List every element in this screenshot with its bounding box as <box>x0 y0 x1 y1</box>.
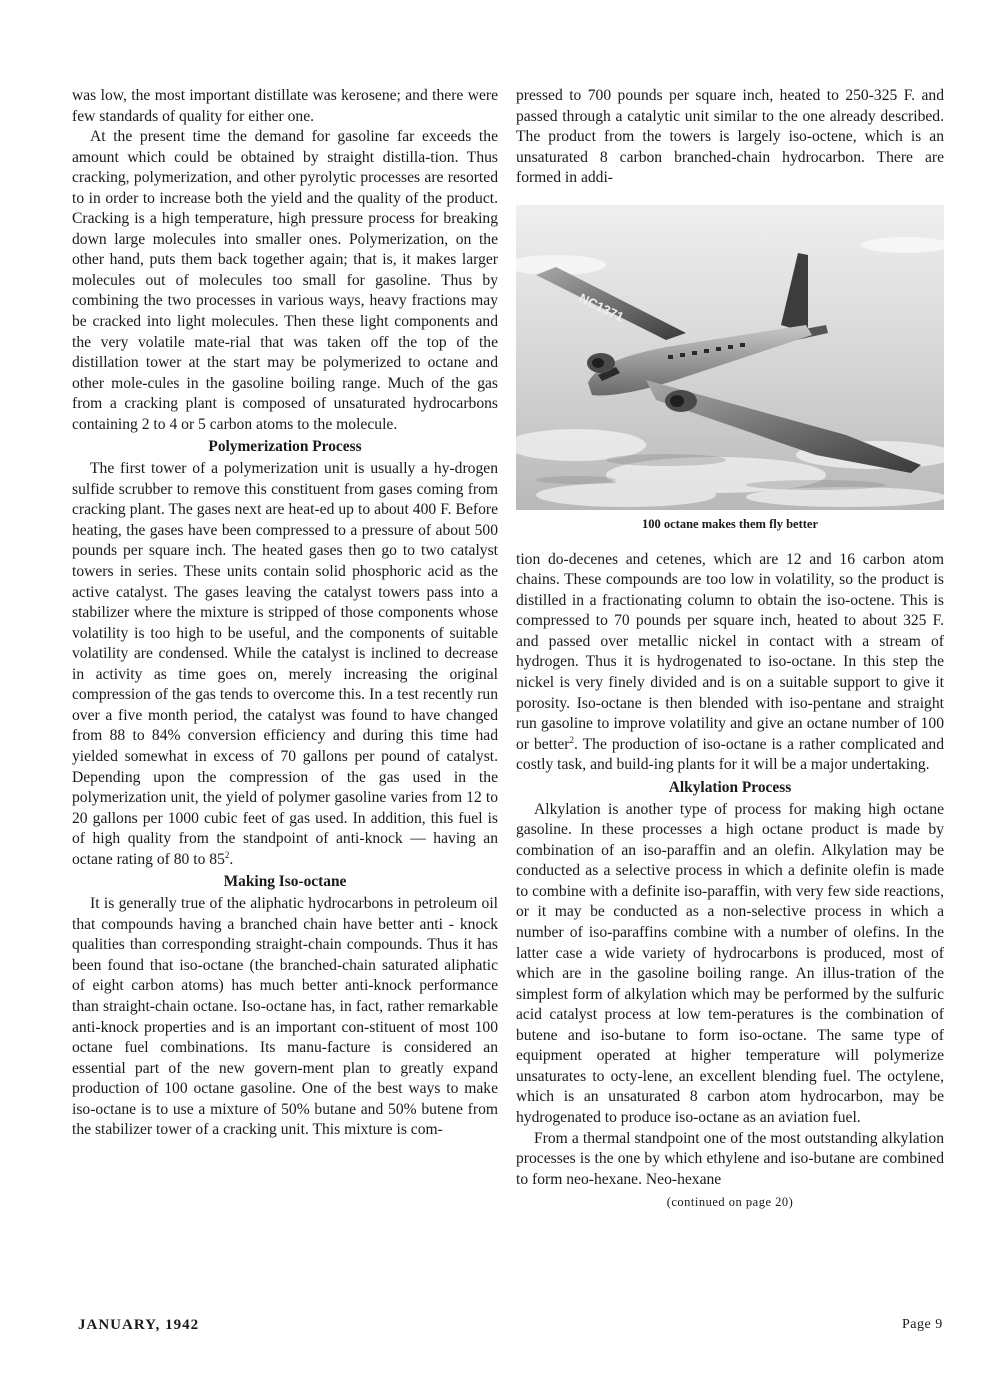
paragraph-dodecenes-end: . The production of iso-octane is a rather complicated and costly task, and build-ing plants for it will be a major undertaking. <box>516 735 944 774</box>
paragraph-polymerization <box>72 459 498 870</box>
footer-page-number: Page 9 <box>902 1317 943 1332</box>
airplane-illustration <box>516 205 944 510</box>
paragraph-alkylation: Alkylation is another type of process for making high octane gasoline. In these processes a high octane product is made by combination of an iso-paraffin and an olefin. Alkylation may be conducted as a selective process in which a definite olefin is made to combine with a definite iso-paraffin, with very few side reactions, or it may be conducted as a non-selective process in which a number of iso-paraffins combine with a number of olefins. In the latter case a wide variety of hydrocarbons is produced, most of which are in the gasoline boiling range. An illus-tration of the simplest form of alkylation which may be performed by the sulfuric acid catalyst process at low tem-peratures is the combination of butene and iso-butane to form iso-octane. The same type of equipment operated at higher temperature will polymerize unsaturates to octy-lene, an excellent blending fuel. The octylene, which is an unsaturated 8 carbon atom hydrocarbon, may be hydrogenated to produce iso-octane as an aviation fuel. <box>516 800 944 1126</box>
footnote-ref: 2 <box>224 849 230 860</box>
heading-alkylation: Alkylation Process <box>668 778 792 796</box>
paragraph-dodecenes <box>516 550 944 776</box>
left-column <box>72 86 498 1141</box>
heading-polymerization: Polymerization Process <box>208 438 362 456</box>
paragraph-polymerization-end: . <box>229 850 234 868</box>
heading-iso-octane: Making Iso-octane <box>223 873 347 891</box>
continued-note: (continued on page 20) <box>666 1195 794 1210</box>
paragraph-compression: pressed to 700 pounds per square inch, heated to 250-325 F. and passed through a catalytic unit similar to the one already described. The product from the towers is largely iso-octene, which is an unsaturated 8 carbon branched-chain hydrocarbon. There are formed in addi- <box>516 87 944 187</box>
footer-date: JANUARY, 1942 <box>78 1317 200 1333</box>
airplane-photo <box>516 205 944 510</box>
paragraph-demand: At the present time the demand for gasoline far exceeds the amount which could be obtained by straight distilla-tion. Thus cracking, polymerization, and other pyrolytic processes are resorted to in order to increase both the yield and the quality of the product. Cracking is a high temperature, high pressure process for breaking down large molecules into smaller ones. Polymerization, on the other hand, puts them back together again; that is, it makes larger molecules out of molecules too small for gasoline. Thus by combining the two processes in various ways, heavy fractions may be cracked into light molecules. Then these light components and the very volatile mate-rial that was taken off the top of the distillation tower at the start may be polymerized to octane and other mole-cules in the gasoline boiling range. Much of the gas from a cracking plant is composed of unsaturated hydrocarbons containing 2 to 4 or 5 carbon atoms to the molecule. <box>72 128 498 433</box>
paragraph-dodecenes-text: tion do-decenes and cetenes, which are 12 and 16 carbon atom chains. These compounds are too low in volatility, so the product is distilled in a fractionating column to obtain the iso-octene. This is compressed to 70 pounds per square inch, heated to about 325 F. and passed over metallic nickel in contact with a stream of hydrogen. Thus it is hydrogenated to iso-octane. In this step the nickel is very finely divided and is on a suitable support to give it porosity. Iso-octane is then blended with iso-pentane and straight run gasoline to improve volatility and give an octane number of 100 or better <box>516 550 944 753</box>
figure-caption: 100 octane makes them fly better <box>642 516 818 531</box>
paragraph-continuation: was low, the most important distillate was kerosene; and there were few standards of quality for either one. <box>72 87 498 125</box>
paragraph-polymerization-text: The first tower of a polymerization unit is usually a hy-drogen sulfide scrubber to remove this constituent from gases coming from cracking plant. The gases next are heat-ed up to about 400 F. Before heating, the gases have been compressed to a pressure of about 500 pounds per square inch. The heated gases then go to two catalyst towers in series. These units contain solid phosphoric acid as the active catalyst. The gases leaving the catalyst towers pass into a stabilizer where the mixture is stripped of those components whose volatility is too high to be useful, and the components of suitable volatility are condensed. While the catalyst is inclined to decrease in activity as time goes on, merely increasing the original compression of the gas tends to overcome this. In a test recently run over a five month period, the catalyst was found to have changed from 88 to 84% conversion efficiency and during this time had yielded somewhat in excess of 70 gallons per pound of catalyst. Depending upon the compression of the gas used in the polymerization unit, the yield of polymer gasoline varies from 12 to 20 gallons per 1000 cubic feet of gas used. In addition, this fuel is of high quality from the standpoint of anti-knock — having an octane rating of 80 to 85 <box>72 460 498 868</box>
right-column <box>516 86 944 1213</box>
footnote-ref-2: 2 <box>569 734 574 745</box>
paragraph-thermal: From a thermal standpoint one of the most outstanding alkylation processes is the one by which ethylene and iso-butane are combined to form neo-hexane. Neo-hexane <box>516 1129 944 1188</box>
registration-mark: NC1371 <box>576 289 627 325</box>
paragraph-iso-octane: It is generally true of the aliphatic hydrocarbons in petroleum oil that compounds having a branched chain have better anti - knock qualities than corresponding straight-chain compounds. Thus it has been found that iso-octane (the branched-chain saturated aliphatic of eight carbon atoms) has much better anti-knock performance than straight-chain octane. Iso-octane has, in fact, rather remarkable anti-knock properties and is an important con-stituent of most 100 octane fuel combinations. Its manu-facture is considered an essential part of the new govern-ment plan to greatly expand production of 100 octane gasoline. One of the best ways to make iso-octane is to use a mixture of 50% butane and 50% butene from the stabilizer tower of a cracking unit. This mixture is com- <box>72 895 498 1139</box>
